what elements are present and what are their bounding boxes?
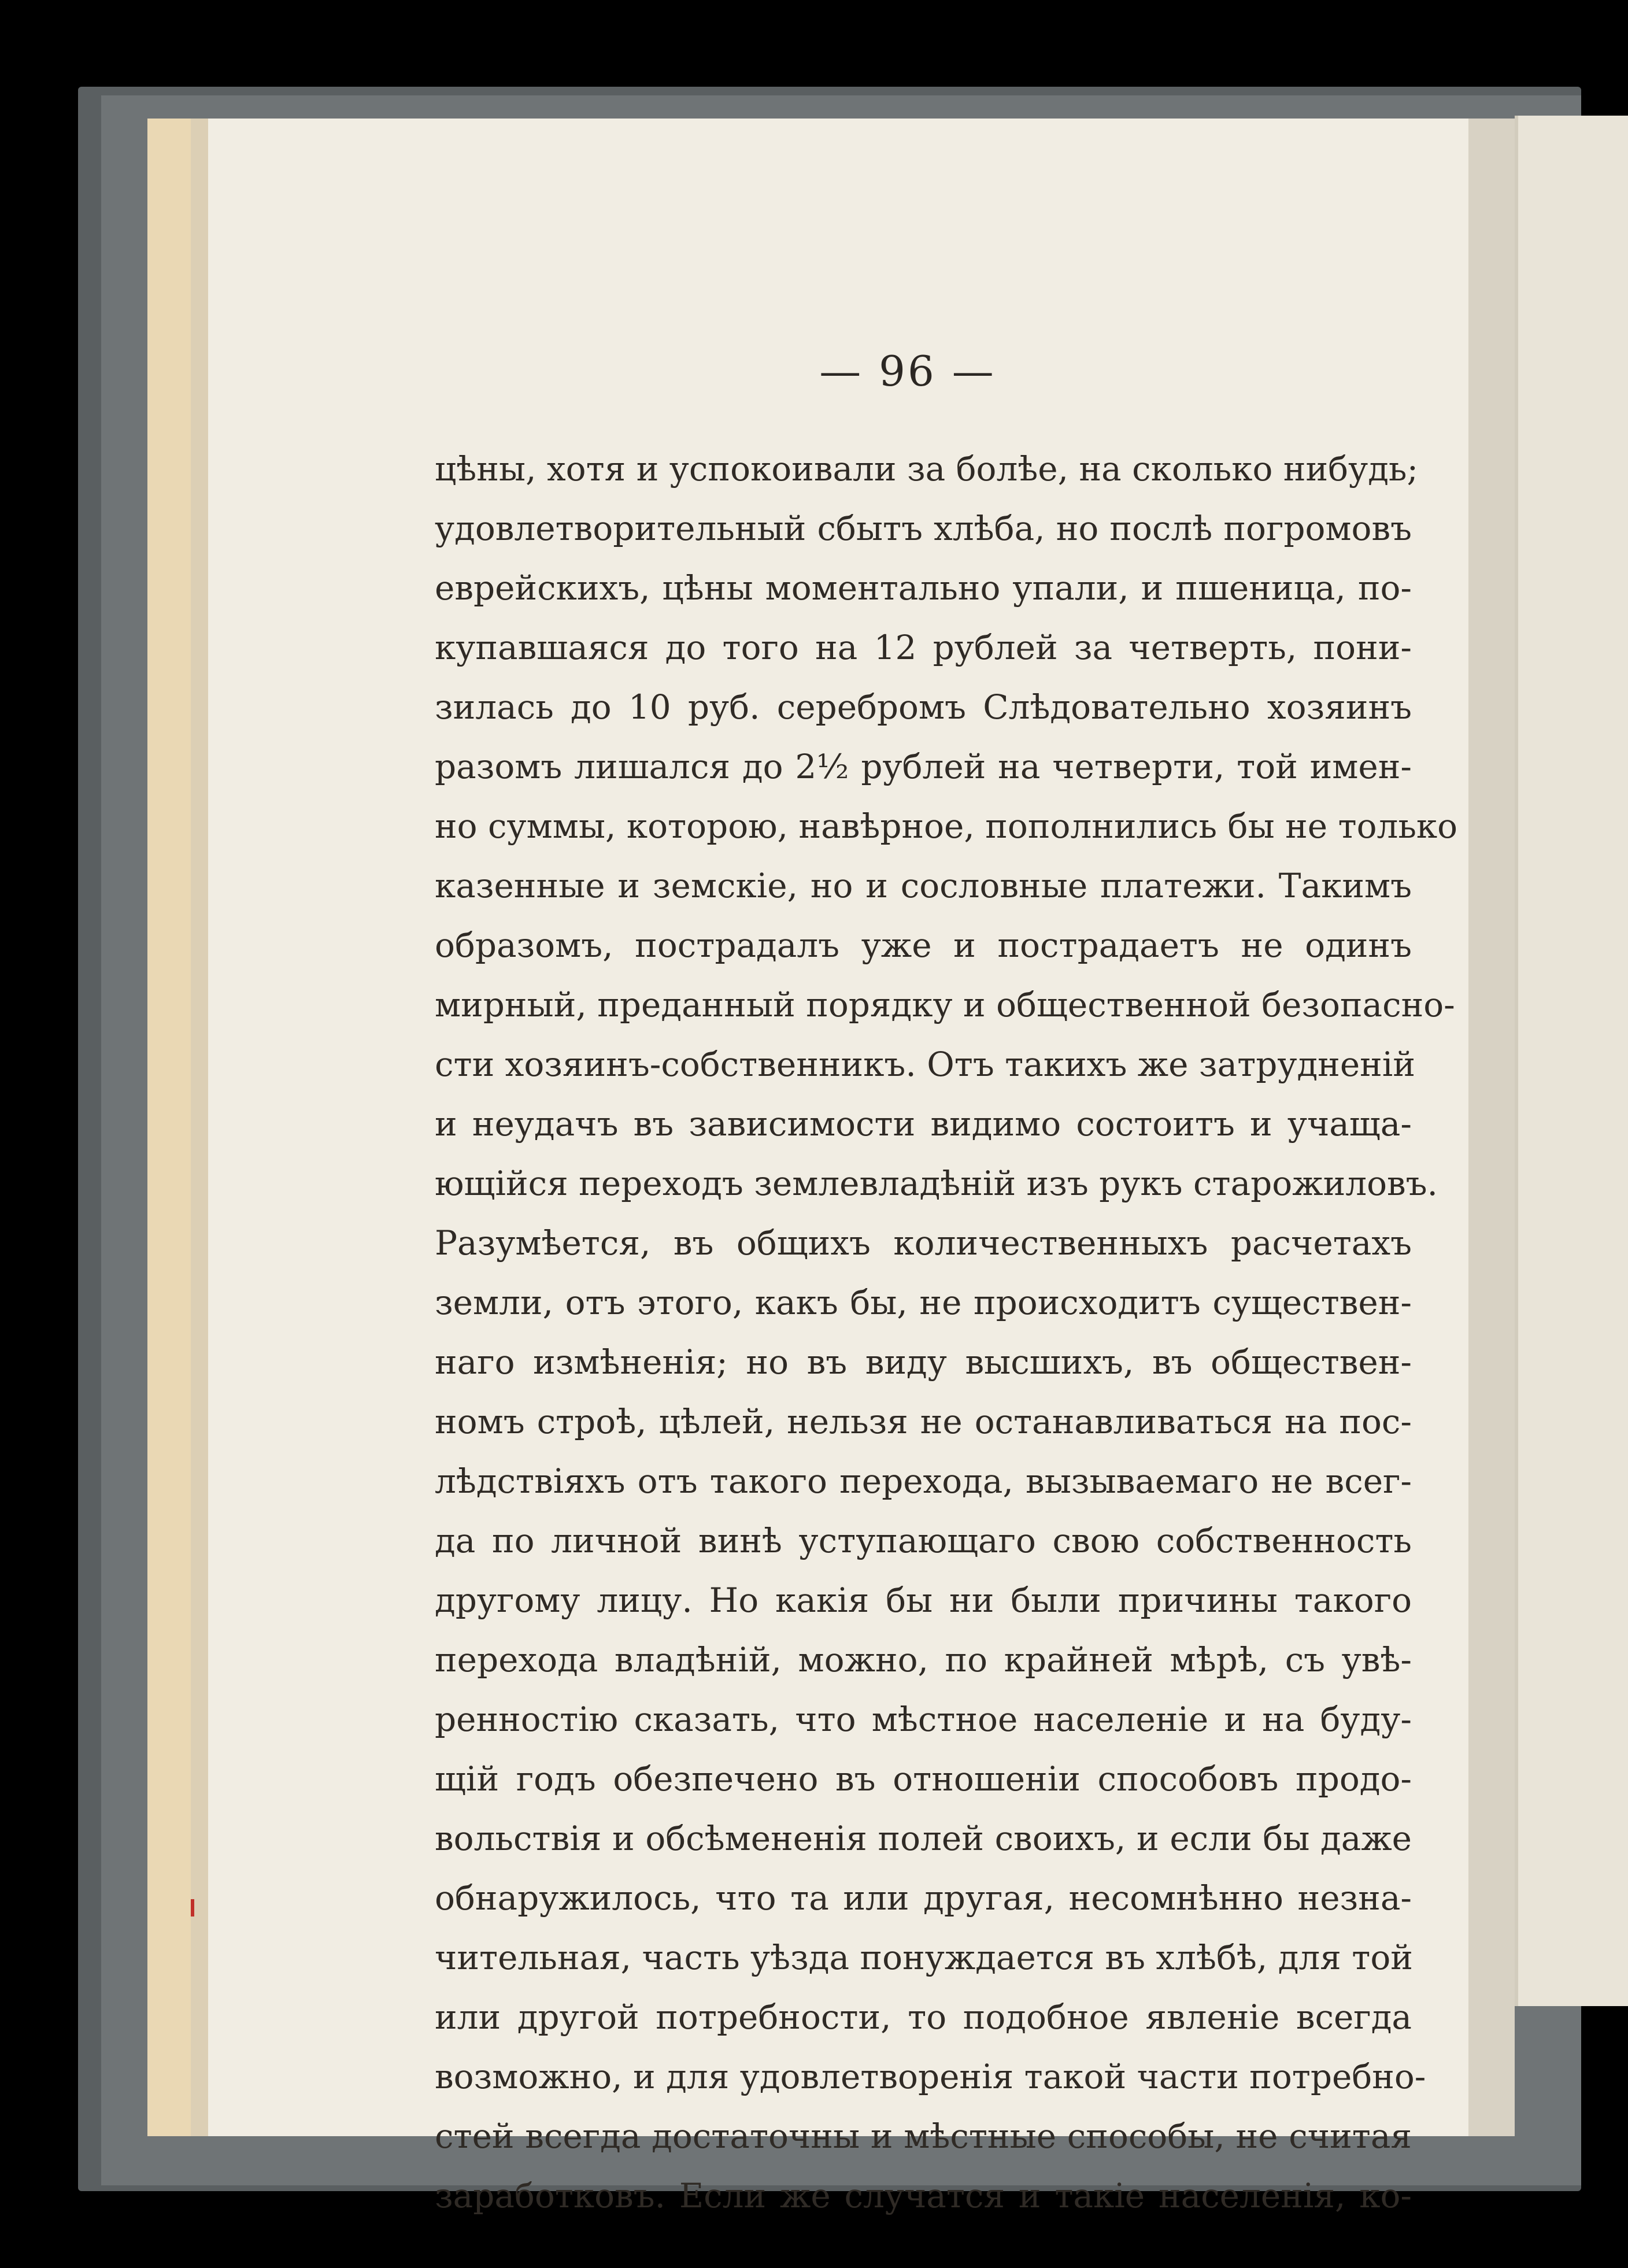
page-edge-shadow xyxy=(1468,119,1515,2136)
text-line: цѣны, хотя и успокоивали за болѣе, на сколько нибудь; xyxy=(435,449,1419,489)
text-line: ющійся переходъ землевладѣній изъ рукъ старожиловъ. xyxy=(435,1164,1438,1203)
text-line: зилась до 10 руб. серебромъ Слѣдовательно хозяинъ xyxy=(435,687,1412,727)
text-line: другому лицу. Но какія бы ни были причины такого xyxy=(435,1581,1412,1620)
body-text xyxy=(435,439,1458,2226)
text-line: мирный, преданный порядку и общественной безопасно- xyxy=(435,985,1455,1024)
page-gutter-strip xyxy=(147,119,197,2136)
text-line: щій годъ обезпечено въ отношеніи способовъ продо- xyxy=(435,1759,1412,1799)
text-line: земли, отъ этого, какъ бы, не происходитъ существен- xyxy=(435,1283,1412,1322)
text-line: вольствія и обсѣмененія полей своихъ, и если бы даже xyxy=(435,1819,1412,1858)
text-line: Разумѣется, въ общихъ количественныхъ расчетахъ xyxy=(435,1223,1412,1263)
text-line: обнаружилось, что та или другая, несомнѣнно незна- xyxy=(435,1878,1412,1918)
text-line: образомъ, пострадалъ уже и пострадаетъ не одинъ xyxy=(435,926,1412,965)
text-line: ренностію сказать, что мѣстное населеніе и на буду- xyxy=(435,1700,1412,1739)
text-line: или другой потребности, то подобное явленіе всегда xyxy=(435,1997,1412,2037)
text-line: еврейскихъ, цѣны моментально упали, и пшеница, по- xyxy=(435,568,1412,608)
text-line: сти хозяинъ-собственникъ. Отъ такихъ же затрудненій xyxy=(435,1045,1416,1084)
text-line: да по личной винѣ уступающаго свою собственность xyxy=(435,1521,1412,1560)
page-number: — 96 — xyxy=(819,347,996,395)
red-margin-mark xyxy=(191,1899,194,1916)
text-line: заработковъ. Если же случатся и такіе населенія, ко- xyxy=(435,2176,1412,2215)
text-line: чительная, часть уѣзда понуждается въ хлѣбѣ, для той xyxy=(435,1938,1413,1977)
text-line: но суммы, которою, навѣрное, пополнились бы не только xyxy=(435,806,1458,846)
text-line: стей всегда достаточны и мѣстные способы, не считая xyxy=(435,2117,1412,2156)
text-line: лѣдствіяхъ отъ такого перехода, вызываемаго не всег- xyxy=(435,1462,1412,1501)
text-line: наго измѣненія; но въ виду высшихъ, въ обществен- xyxy=(435,1342,1412,1382)
text-line: перехода владѣній, можно, по крайней мѣрѣ, съ увѣ- xyxy=(435,1640,1412,1679)
text-line: разомъ лишался до 2½ рублей на четверти, той имен- xyxy=(435,747,1412,786)
text-line: казенные и земскіе, но и сословные платежи. Такимъ xyxy=(435,866,1412,905)
text-line: и неудачъ въ зависимости видимо состоитъ и учаща- xyxy=(435,1104,1412,1144)
gutter-shadow xyxy=(191,119,208,2136)
text-line: номъ строѣ, цѣлей, нельзя не останавливаться на пос- xyxy=(435,1402,1412,1441)
text-line: удовлетворительный сбытъ хлѣба, но послѣ погромовъ xyxy=(435,509,1412,548)
facing-page xyxy=(1515,116,1628,2006)
text-line: купавшаяся до того на 12 рублей за четверть, пони- xyxy=(435,628,1412,667)
text-line: возможно, и для удовлетворенія такой части потребно- xyxy=(435,2057,1426,2096)
